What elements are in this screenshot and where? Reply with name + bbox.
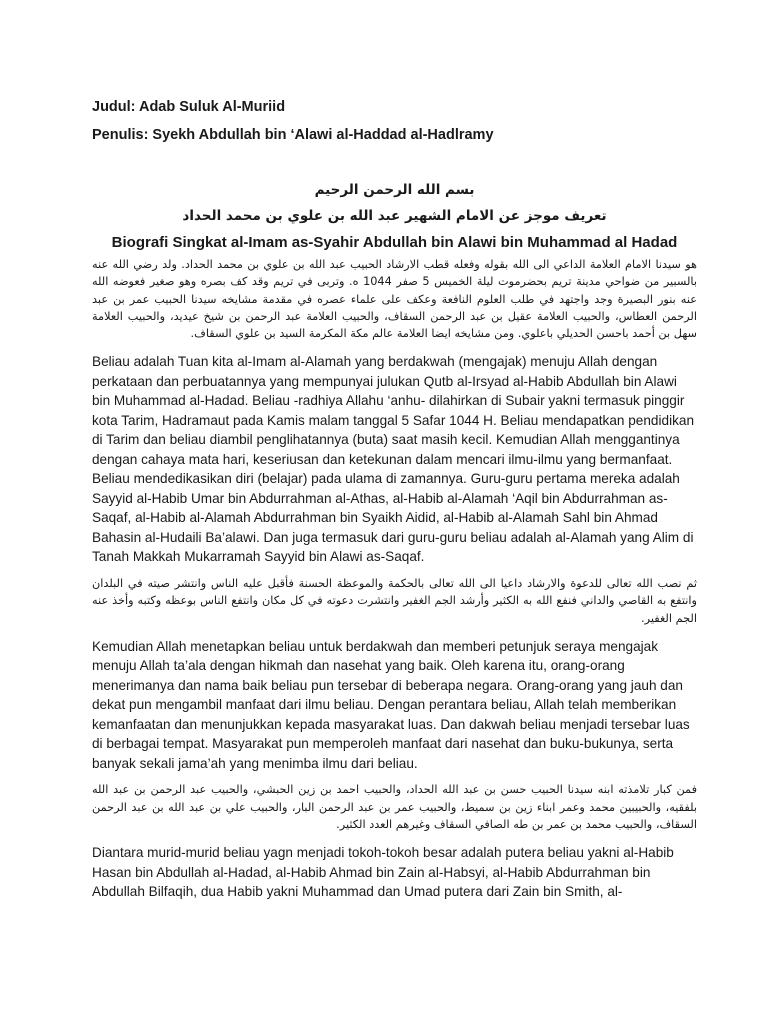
arabic-title: تعريف موجز عن الامام الشهير عبد الله بن علوي بن محمد الحداد [182, 208, 607, 224]
arabic-paragraph-3: فمن كبار تلامذته ابنه سيدنا الحبيب حسن بن عبد الله الحداد، والحبيب احمد بن زين الحبشي، والحبيب عبد الرحمن بن عبد الله بلفقيه، والحبيبين محمد وعمر ابناء زين بن سميط، والحبيب عمر بن عبد الرحمن البار، والحبيب علي بن عبد الله بن عبد الرحمن السقاف، والحبيب محمد بن عمر بن طه الصافي السقاف وغيرهم العدد الكثير. [92, 783, 697, 831]
bismillah-heading: بسم الله الرحمن الرحيم [314, 182, 475, 198]
arabic-paragraph-1: هو سيدنا الامام العلامة الداعي الى الله بقوله وفعله قطب الارشاد الحبيب عبد الله بن علوي بن محمد الحداد. ولد رضي الله عنه بالسبير من ضواحي مدينة تريم بحضرموت ليلة الخميس 5 صفر 1044 ه. وتربى في تريم وقد كف بصره وهو صغير فعوضه الله عنه بنور البصيرة وجد واجتهد في طلب العلوم النافعة وعكف على علماء عصره في مقدمة مشايخه سيدنا الحبيب عمر بن عبد الرحمن العطاس، والحبيب العلامة عقيل بن عبد الرحمن السقاف، والحبيب العلامة عبد الرحمن بن شيخ عيديد، والحبيب العلامة سهل بن أحمد باحسن الحديلي باعلوي. ومن مشايخه ايضا العلامة عالم مكة المكرمة السيد بن علوي السقاف. [92, 258, 697, 341]
latin-title: Biografi Singkat al-Imam as-Syahir Abdullah bin Alawi bin Muhammad al Hadad [111, 234, 678, 251]
arabic-paragraph-2: ثم نصب الله تعالى للدعوة والارشاد داعيا الى الله تعالى بالحكمة والموعظة الحسنة فأقبل عليه الناس وانتشر صيته في البلدان وانتفع به القاصي والداني فنفع الله به الكثير وأرشد الجم الغفير وانتشرت دعوته في كل مكان وانتفع الناس بوعظه وكتبه وأخذ عنه الجم الغفير. [92, 576, 697, 625]
document-page [92, 96, 697, 902]
document-author: Penulis: Syekh Abdullah bin ‘Alawi al-Haddad al-Hadlramy [92, 127, 494, 143]
latin-paragraph-3: Diantara murid-murid beliau yagn menjadi tokoh-tokoh besar adalah putera beliau yakni al-Habib Hasan bin Abdullah al-Hadad, al-Habib Ahmad bin Zain al-Habsyi, al-Habib Abdurrahman bin Abdullah Bilfaqih, dua Habib yakni Muhammad dan Umad putera dari Zain bin Smith, al- [92, 845, 674, 900]
latin-paragraph-2: Kemudian Allah menetapkan beliau untuk berdakwah dan memberi petunjuk seraya mengajak menuju Allah ta’ala dengan hikmah dan nasehat yang baik. Oleh karena itu, orang-orang menerimanya dan nama baik beliau pun tersebar di beberapa negara. Orang-orang yang jauh dan dekat pun mengambil manfaat dari ilmu beliau. Dengan perantara beliau, Allah telah memberikan kemanfaatan dan menunjukkan kepada masyarakat luas. Dan dakwah beliau menjadi tersebar luas di berbagai tempat. Masyarakat pun memperoleh manfaat dari nasehat dan buku-bukunya, serta banyak sekali jama’ah yang menimba ilmu dari beliau. [92, 638, 690, 771]
document-title: Judul: Adab Suluk Al-Muriid [92, 99, 286, 115]
latin-paragraph-1: Beliau adalah Tuan kita al-Imam al-Alamah yang berdakwah (mengajak) menuju Allah dengan perkataan dan perbuatannya yang mempunyai julukan Qutb al-Irsyad al-Habib Abdullah bin Alawi bin Muhammad al-Hadad. Beliau -radhiya Allahu ‘anhu- dilahirkan di Subair yakni termasuk pinggir kota Tarim, Hadramaut pada Kamis malam tanggal 5 Safar 1044 H. Beliau mendapatkan pendidikan di Tarim dan beliau diambil penglihatannya (buta) saat masih kecil. Kemudian Allah menggantinya dengan cahaya mata hari, keseriusan dan ketekunan dalam mencari ilmu-ilmu yang bermanfaat. Beliau mendedikasikan diri (belajar) pada ulama di zamannya. Guru-guru pertama mereka adalah Sayyid al-Habib Umar bin Abdurrahman al-Athas, al-Habib al-Alamah ‘Aqil bin Abdurrahman as-Saqaf, al-Habib al-Alamah Abdurrahman bin Syaikh Aidid, al-Habib al-Alamah Sahl bin Ahmad Bahasin al-Hudaili Ba’alawi. Dan juga termasuk dari guru-guru beliau adalah al-Alamah yang Alim di Tanah Makkah Mukarramah Sayyid bin Alawi as-Saqaf. [92, 354, 695, 565]
